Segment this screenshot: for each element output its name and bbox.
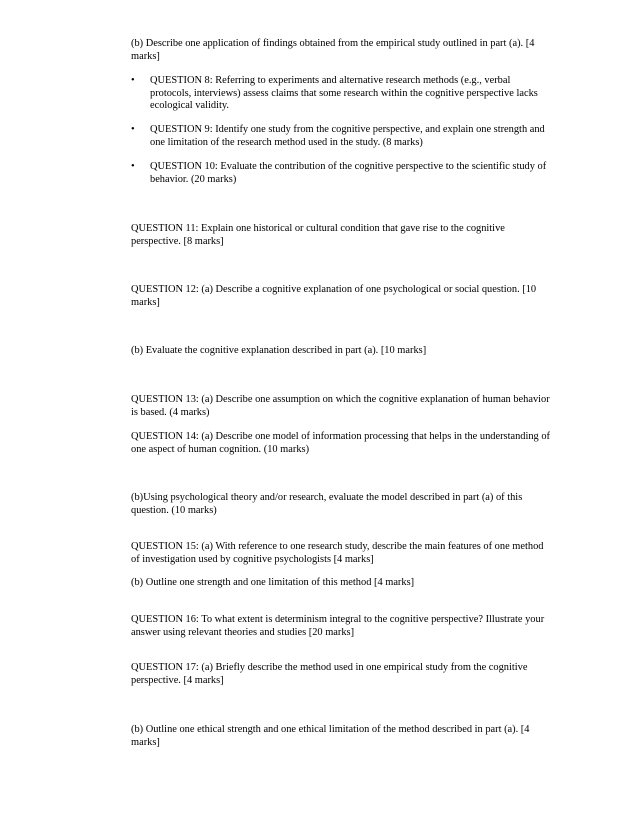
question-9-text: QUESTION 9: Identify one study from the cognitive perspective, and explain one strength and one limitation of the research method used in the study. (8 marks)	[150, 124, 545, 148]
question-15-part-b: (b) Outline one strength and one limitation of this method [4 marks]	[131, 577, 415, 588]
question-17-part-b: (b) Outline one ethical strength and one ethical limitation of the method described in part (a). [4 marks]	[131, 724, 530, 748]
question-12-part-b: (b) Evaluate the cognitive explanation described in part (a). [10 marks]	[131, 345, 427, 356]
question-15-part-a: QUESTION 15: (a) With reference to one research study, describe the main features of one method of investigation used by cognitive psychologists [4 marks]	[131, 541, 544, 565]
question-8-text: QUESTION 8: Referring to experiments and alternative research methods (e.g., verbal protocols, interviews) assess claims that some research within the cognitive perspective lacks ecological validity.	[150, 75, 538, 112]
question-17-part-a: QUESTION 17: (a) Briefly describe the method used in one empirical study from the cognitive perspective. [4 marks]	[131, 662, 528, 686]
question-14-part-a: QUESTION 14: (a) Describe one model of information processing that helps in the understanding of one aspect of human cognition. (10 marks)	[131, 431, 550, 455]
question-10-text: QUESTION 10: Evaluate the contribution of the cognitive perspective to the scientific study of behavior. (20 marks)	[150, 161, 547, 185]
bullet-marker: •	[131, 161, 135, 172]
question-14-part-b: (b)Using psychological theory and/or research, evaluate the model described in part (a) of this question. (10 marks)	[131, 492, 523, 516]
question-11: QUESTION 11: Explain one historical or cultural condition that gave rise to the cognitive perspective. [8 marks]	[131, 223, 505, 247]
bullet-marker: •	[131, 124, 135, 135]
part-b-application: (b) Describe one application of findings obtained from the empirical study outlined in part (a). [4 marks]	[131, 38, 535, 62]
bullet-marker: •	[131, 75, 135, 86]
question-13: QUESTION 13: (a) Describe one assumption on which the cognitive explanation of human behavior is based. (4 marks)	[131, 394, 550, 418]
question-16: QUESTION 16: To what extent is determinism integral to the cognitive perspective? Illustrate your answer using relevant theories and studies [20 marks]	[131, 614, 545, 638]
question-12-part-a: QUESTION 12: (a) Describe a cognitive explanation of one psychological or social question. [10 marks]	[131, 284, 537, 308]
